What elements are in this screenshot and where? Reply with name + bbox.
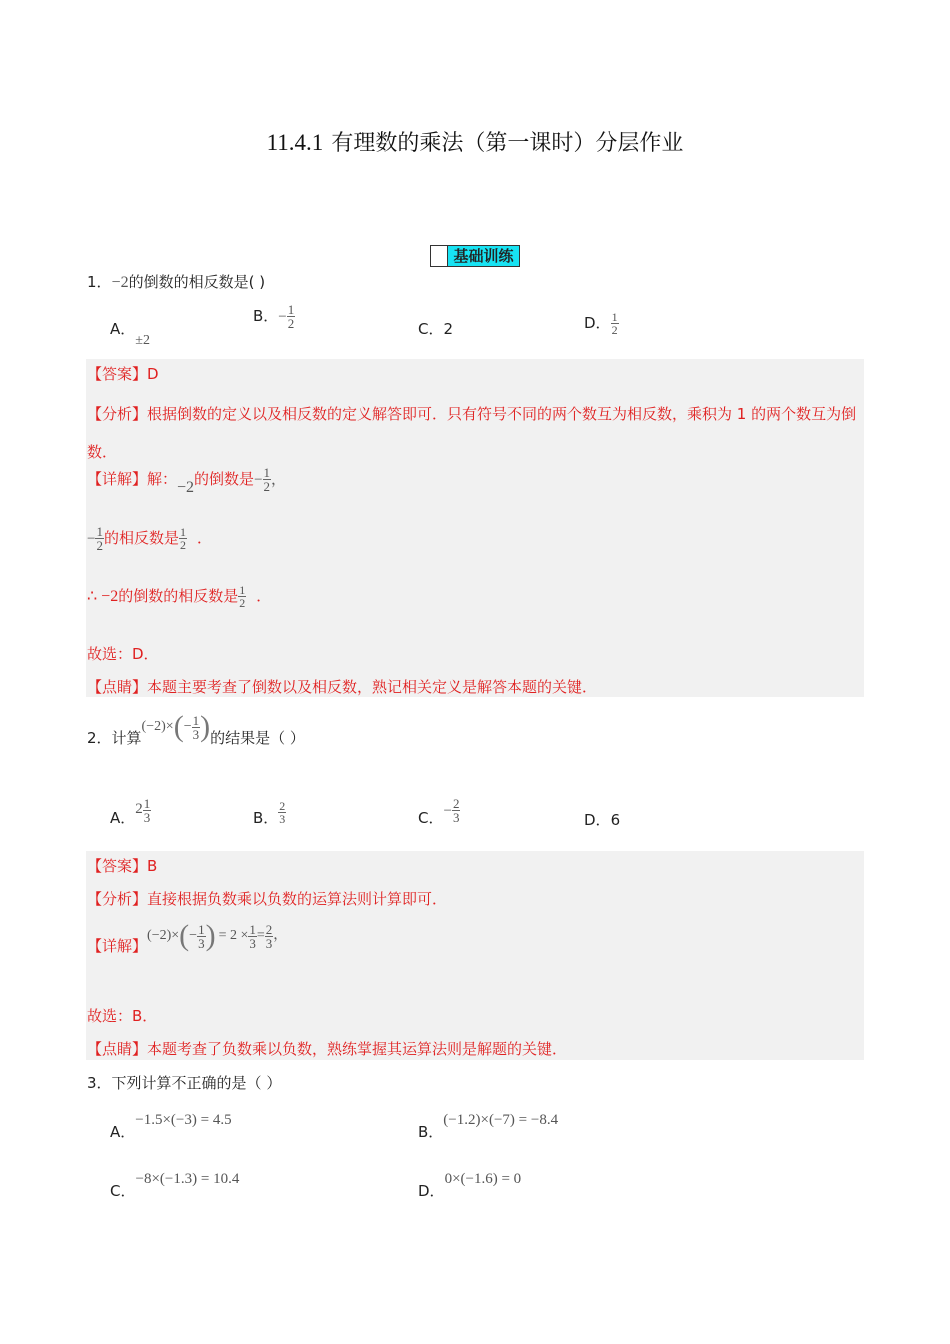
expr-middle: = 2 ×: [218, 928, 249, 944]
expr-close-paren: ): [161, 719, 166, 735]
line2-fraction: [95, 525, 104, 552]
q3-option-c: [110, 1167, 240, 1200]
line3-prefix: ∴ −2: [87, 588, 119, 605]
detail-expr: [147, 919, 288, 952]
option-letter: A．: [110, 809, 136, 827]
fraction-numerator: 1: [96, 524, 103, 539]
option-expr: (−1.2)×(−7) = −8.4: [443, 1112, 559, 1128]
q2-option-a: [110, 796, 151, 827]
q3-option-d: [418, 1167, 522, 1200]
fraction-denominator: 2: [263, 479, 271, 494]
question-1-text: 的倒数的相反数是( ): [128, 273, 266, 291]
expr-fraction: [197, 923, 206, 950]
q2-option-c: [418, 796, 460, 827]
fraction-numerator: 1: [192, 712, 200, 728]
option-letter: B．: [418, 1123, 444, 1141]
q1-option-b: [253, 303, 295, 330]
q2-detail: [87, 919, 288, 956]
q1-option-c: [418, 318, 453, 339]
fraction-denominator: 3: [265, 935, 273, 951]
option-whole: 2: [135, 801, 143, 817]
option-fraction: [287, 303, 296, 330]
q3-option-a: [110, 1108, 232, 1141]
question-1: [87, 271, 265, 292]
question-3: 3．下列计算不正确的是（ ）: [87, 1074, 282, 1092]
section-label-marker: [431, 246, 448, 266]
fraction-numerator: 1: [179, 525, 186, 539]
expr-times: ×: [171, 928, 180, 944]
fraction-denominator: 3: [143, 810, 151, 825]
expr-value: −2: [151, 928, 167, 944]
expr-fraction: [192, 714, 201, 741]
fraction-denominator: 3: [198, 935, 205, 951]
option-value: 2: [443, 320, 454, 338]
option-letter: C．: [418, 320, 444, 338]
option-fraction: [611, 311, 619, 336]
q1-detail: [87, 465, 287, 496]
fraction-sign: −: [87, 531, 96, 547]
fraction-denominator: 3: [192, 726, 200, 742]
option-letter: D．: [584, 314, 611, 332]
option-sign: −: [278, 309, 287, 325]
expr-times: ×: [165, 719, 174, 735]
fraction-numerator: 1: [143, 796, 151, 811]
fraction-sign: −: [443, 803, 452, 819]
q1-comment: 【点睛】本题主要考查了倒数以及相反数，熟记相关定义是解答本题的关键．: [87, 678, 598, 696]
expr-result-fraction: [265, 923, 274, 950]
title-number: 11.4.1: [266, 130, 324, 155]
option-expr: 0×(−1.6) = 0: [444, 1171, 522, 1187]
q1-option-d: [584, 311, 619, 336]
fraction-sign: −: [183, 719, 192, 735]
line3-end: ．: [256, 587, 272, 605]
title-text: 有理数的乘法（第一课时）分层作业: [331, 131, 684, 156]
fraction-denominator: 2: [179, 538, 186, 552]
option-letter: B．: [253, 809, 279, 827]
expr-big-open-paren: (: [173, 710, 184, 743]
fraction-denominator: 3: [452, 810, 460, 825]
option-letter: D．: [584, 811, 611, 829]
fraction-sign: −: [189, 928, 198, 944]
section-label-box: [430, 245, 520, 267]
option-fraction: [143, 797, 152, 824]
fraction-denominator: 2: [287, 316, 295, 331]
question-1-number: 1．: [87, 273, 112, 291]
expr-close-paren: ): [166, 928, 172, 944]
q2-choose: 故选：B．: [87, 1007, 158, 1025]
question-2-expr: [141, 710, 211, 743]
expr-fraction-2: [248, 923, 257, 950]
line3-fraction: [238, 584, 246, 609]
line3-text: 的倒数的相反数是: [118, 587, 239, 605]
q1-option-a: [110, 318, 150, 348]
option-letter: A．: [110, 1123, 136, 1141]
fraction-numerator: 1: [287, 302, 295, 317]
question-2: [87, 710, 305, 748]
fraction-numerator: 2: [452, 796, 460, 811]
q1-answer: 【答案】D: [87, 365, 159, 383]
option-fraction: [452, 797, 461, 824]
q1-detail-line3: [87, 584, 271, 609]
detail-label: 【详解】: [87, 937, 148, 956]
fraction-sign: −: [254, 472, 263, 488]
option-fraction: [278, 800, 286, 825]
option-value: ±2: [135, 333, 150, 348]
expr-big-open-paren: (: [179, 919, 190, 952]
fraction-denominator: 3: [249, 935, 256, 951]
fraction-numerator: 1: [611, 310, 618, 324]
fraction-numerator: 1: [239, 583, 246, 597]
q1-detail-line2: [87, 525, 212, 552]
fraction-numerator: 2: [279, 799, 286, 813]
option-letter: D．: [418, 1182, 445, 1200]
question-2-text: 的结果是（ ）: [210, 729, 305, 748]
fraction-numerator: 2: [265, 921, 273, 937]
fraction-numerator: 1: [198, 921, 205, 937]
q2-option-b: [253, 800, 286, 825]
fraction-denominator: 3: [279, 812, 286, 826]
expr-comma: ，: [273, 928, 288, 944]
option-value: 6: [610, 811, 621, 829]
q2-analysis: 【分析】直接根据负数乘以负数的运算法则计算即可．: [87, 890, 448, 908]
detail-text: 的倒数是: [194, 470, 255, 488]
q2-solution-panel: [86, 851, 864, 1060]
detail-expr: −2: [177, 479, 195, 496]
fraction-numerator: 1: [263, 465, 271, 480]
expr-equals: =: [256, 928, 265, 944]
option-expr: −8×(−1.3) = 10.4: [135, 1171, 240, 1187]
option-letter: C．: [110, 1182, 136, 1200]
expr-big-close-paren: ): [200, 710, 211, 743]
q1-choose: 故选：D．: [87, 645, 159, 663]
expr-big-close-paren: ): [205, 919, 216, 952]
line2-result-fraction: [179, 526, 187, 551]
fraction-denominator: 2: [96, 538, 103, 553]
q3-option-b: [418, 1108, 559, 1141]
q2-comment: 【点睛】本题考查了负数乘以负数，熟练掌握其运算法则是解题的关键．: [87, 1040, 568, 1058]
detail-fraction: [263, 466, 272, 493]
expr-value: −2: [146, 719, 162, 735]
question-1-expr: −2: [111, 274, 129, 291]
fraction-denominator: 2: [239, 596, 246, 610]
option-letter: C．: [418, 809, 444, 827]
q2-option-d: [584, 809, 620, 830]
fraction-numerator: 1: [249, 921, 256, 937]
expr-open-paren: (: [147, 928, 152, 944]
option-letter: A．: [110, 320, 136, 338]
line2-text: 的相反数是: [103, 529, 179, 547]
q2-answer: 【答案】B: [87, 857, 158, 875]
option-expr: −1.5×(−3) = 4.5: [135, 1112, 232, 1128]
detail-comma: ，: [271, 472, 287, 488]
option-letter: B．: [253, 307, 279, 325]
question-2-number: 2．计算: [87, 729, 142, 748]
q1-analysis: 【分析】根据倒数的定义以及相反数的定义解答即可．只有符号不同的两个数互为相反数，乘积为 1 的两个数互为倒数．: [87, 405, 857, 461]
line2-end: ．: [196, 529, 212, 547]
section-label: 基础训练: [448, 246, 519, 266]
detail-label: 【详解】解：: [87, 470, 178, 488]
page-title: [0, 126, 950, 157]
fraction-denominator: 2: [611, 323, 618, 337]
expr-open-paren: (: [141, 719, 147, 735]
